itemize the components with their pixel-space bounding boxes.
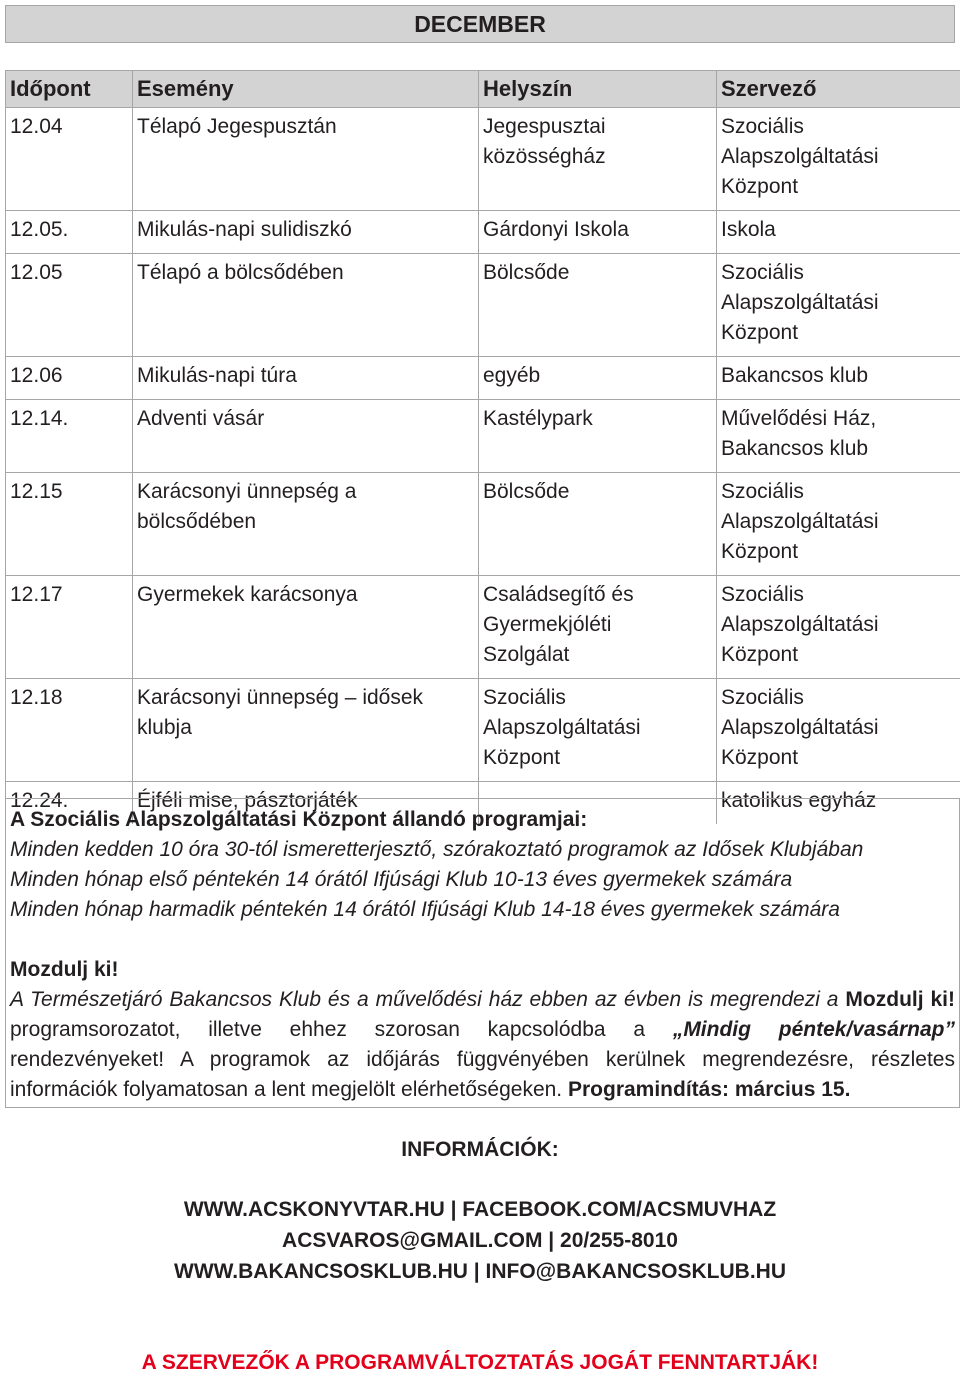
cell-event-text: Mikulás-napi túra — [137, 357, 474, 391]
para-end: rendezvényeket! A programok az időjárás függvényében kerülnek megrendezésre, részletes információk folyamatosan a lent megjelölt elérhetőségeken. — [10, 1048, 955, 1101]
cell-place — [479, 357, 717, 400]
cell-organizer-text: Bakancsos klub — [721, 357, 956, 391]
header-date: Időpont — [6, 71, 133, 108]
cell-place-text: Gárdonyi Iskola — [483, 211, 712, 245]
para-bold-mindig: „Mindig péntek/vasárnap” — [673, 1018, 955, 1041]
table-row — [6, 211, 960, 254]
cell-date — [6, 473, 133, 576]
mozdulj-title: Mozdulj ki! — [10, 955, 955, 985]
cell-event — [133, 400, 479, 473]
cell-date — [6, 679, 133, 782]
cell-place-text — [483, 782, 712, 786]
cell-event — [133, 211, 479, 254]
cell-organizer — [717, 108, 960, 211]
cell-date — [6, 357, 133, 400]
header-event: Esemény — [133, 71, 479, 108]
organizers-warning: A SZERVEZŐK A PROGRAMVÁLTOZTATÁS JOGÁT FENNTARTJÁK! — [0, 1348, 960, 1378]
program-item: Minden hónap első péntekén 14 órától Ifjúsági Klub 10-13 éves gyermekek számára — [10, 865, 955, 895]
contact-line-web[interactable]: WWW.ACSKONYVTAR.HU | FACEBOOK.COM/ACSMUVHAZ — [0, 1195, 960, 1225]
cell-event — [133, 357, 479, 400]
cell-organizer — [717, 679, 960, 782]
cell-organizer — [717, 576, 960, 679]
table-row — [6, 357, 960, 400]
cell-place-text: Jegespusztai közösségház — [483, 108, 712, 172]
cell-event — [133, 576, 479, 679]
cell-date-text: 12.18 — [10, 679, 128, 713]
cell-date-text: 12.05. — [10, 211, 128, 245]
para-bold-mozdulj: Mozdulj ki! — [845, 988, 955, 1011]
info-title: INFORMÁCIÓK: — [0, 1135, 960, 1165]
cell-organizer-text: Szociális Alapszolgáltatási Központ — [721, 254, 956, 348]
program-item: Minden kedden 10 óra 30-tól ismeretterjesztő, szórakoztató programok az Idősek Klubjában — [10, 835, 955, 865]
para-middle: programsorozatot, illetve ehhez szorosan kapcsolódba a — [10, 1018, 673, 1041]
cell-date-text: 12.17 — [10, 576, 128, 610]
cell-date — [6, 211, 133, 254]
cell-event-text: Karácsonyi ünnepség – idősek klubja — [137, 679, 474, 743]
cell-date — [6, 576, 133, 679]
cell-event-text: Mikulás-napi sulidiszkó — [137, 211, 474, 245]
cell-event-text: Gyermekek karácsonya — [137, 576, 474, 610]
mozdulj-paragraph — [10, 985, 955, 1105]
cell-place — [479, 679, 717, 782]
cell-date-text: 12.04 — [10, 108, 128, 142]
program-item: Minden hónap harmadik péntekén 14 órától Ifjúsági Klub 14-18 éves gyermekek számára — [10, 895, 955, 925]
cell-organizer-text: Iskola — [721, 211, 956, 245]
cell-organizer — [717, 473, 960, 576]
cell-date-text: 12.06 — [10, 357, 128, 391]
cell-place-text: Bölcsőde — [483, 254, 712, 288]
cell-place-text: egyéb — [483, 357, 712, 391]
table-row — [6, 400, 960, 473]
cell-organizer — [717, 357, 960, 400]
cell-event — [133, 679, 479, 782]
cell-organizer — [717, 400, 960, 473]
contact-line-email-phone[interactable]: ACSVAROS@GMAIL.COM | 20/255-8010 — [0, 1226, 960, 1256]
cell-event-text: Éjféli mise, pásztorjáték — [137, 782, 474, 816]
cell-date-text: 12.15 — [10, 473, 128, 507]
table-row — [6, 254, 960, 357]
cell-place-text: Bölcsőde — [483, 473, 712, 507]
event-table — [5, 70, 960, 824]
table-row — [6, 108, 960, 211]
cell-date — [6, 108, 133, 211]
header-organizer: Szervező — [717, 71, 960, 108]
cell-place-text: Kastélypark — [483, 400, 712, 434]
cell-event-text: Télapó Jegespusztán — [137, 108, 474, 142]
para-intro: A Természetjáró Bakancsos Klub és a művelődési ház ebben az évben is megrendezi a — [10, 988, 845, 1011]
cell-date-text: 12.05 — [10, 254, 128, 288]
cell-place — [479, 211, 717, 254]
cell-organizer — [717, 254, 960, 357]
cell-event — [133, 254, 479, 357]
cell-event-text: Karácsonyi ünnepség a bölcsődében — [137, 473, 474, 537]
cell-place-text: Szociális Alapszolgáltatási Központ — [483, 679, 712, 773]
table-header-row — [6, 71, 960, 108]
cell-place — [479, 254, 717, 357]
programs-heading: A Szociális Alapszolgáltatási Központ állandó programjai: — [10, 805, 955, 835]
cell-organizer-text: Művelődési Ház, Bakancsos klub — [721, 400, 956, 464]
cell-place-text: Családsegítő és Gyermekjóléti Szolgálat — [483, 576, 712, 670]
cell-organizer-text: Szociális Alapszolgáltatási Központ — [721, 473, 956, 567]
table-row — [6, 473, 960, 576]
cell-organizer-text: katolikus egyház — [721, 782, 956, 816]
cell-date-text: 12.14. — [10, 400, 128, 434]
cell-place — [479, 576, 717, 679]
contact-line-bakancsos[interactable]: WWW.BAKANCSOSKLUB.HU | INFO@BAKANCSOSKLUB.HU — [0, 1257, 960, 1287]
cell-event — [133, 473, 479, 576]
cell-event-text: Adventi vásár — [137, 400, 474, 434]
cell-organizer-text: Szociális Alapszolgáltatási Központ — [721, 679, 956, 773]
para-bold-start: Programindítás: március 15. — [568, 1078, 850, 1101]
month-title: DECEMBER — [5, 5, 955, 43]
table-row — [6, 576, 960, 679]
cell-organizer — [717, 211, 960, 254]
cell-place — [479, 473, 717, 576]
cell-date-text: 12.24. — [10, 782, 128, 816]
table-body — [6, 108, 960, 825]
cell-place — [479, 108, 717, 211]
permanent-programs-box — [5, 798, 960, 1108]
cell-organizer-text: Szociális Alapszolgáltatási Központ — [721, 576, 956, 670]
cell-event-text: Télapó a bölcsődében — [137, 254, 474, 288]
cell-event — [133, 108, 479, 211]
cell-place — [479, 400, 717, 473]
cell-date — [6, 254, 133, 357]
cell-organizer-text: Szociális Alapszolgáltatási Központ — [721, 108, 956, 202]
header-place: Helyszín — [479, 71, 717, 108]
cell-date — [6, 400, 133, 473]
table-row — [6, 679, 960, 782]
